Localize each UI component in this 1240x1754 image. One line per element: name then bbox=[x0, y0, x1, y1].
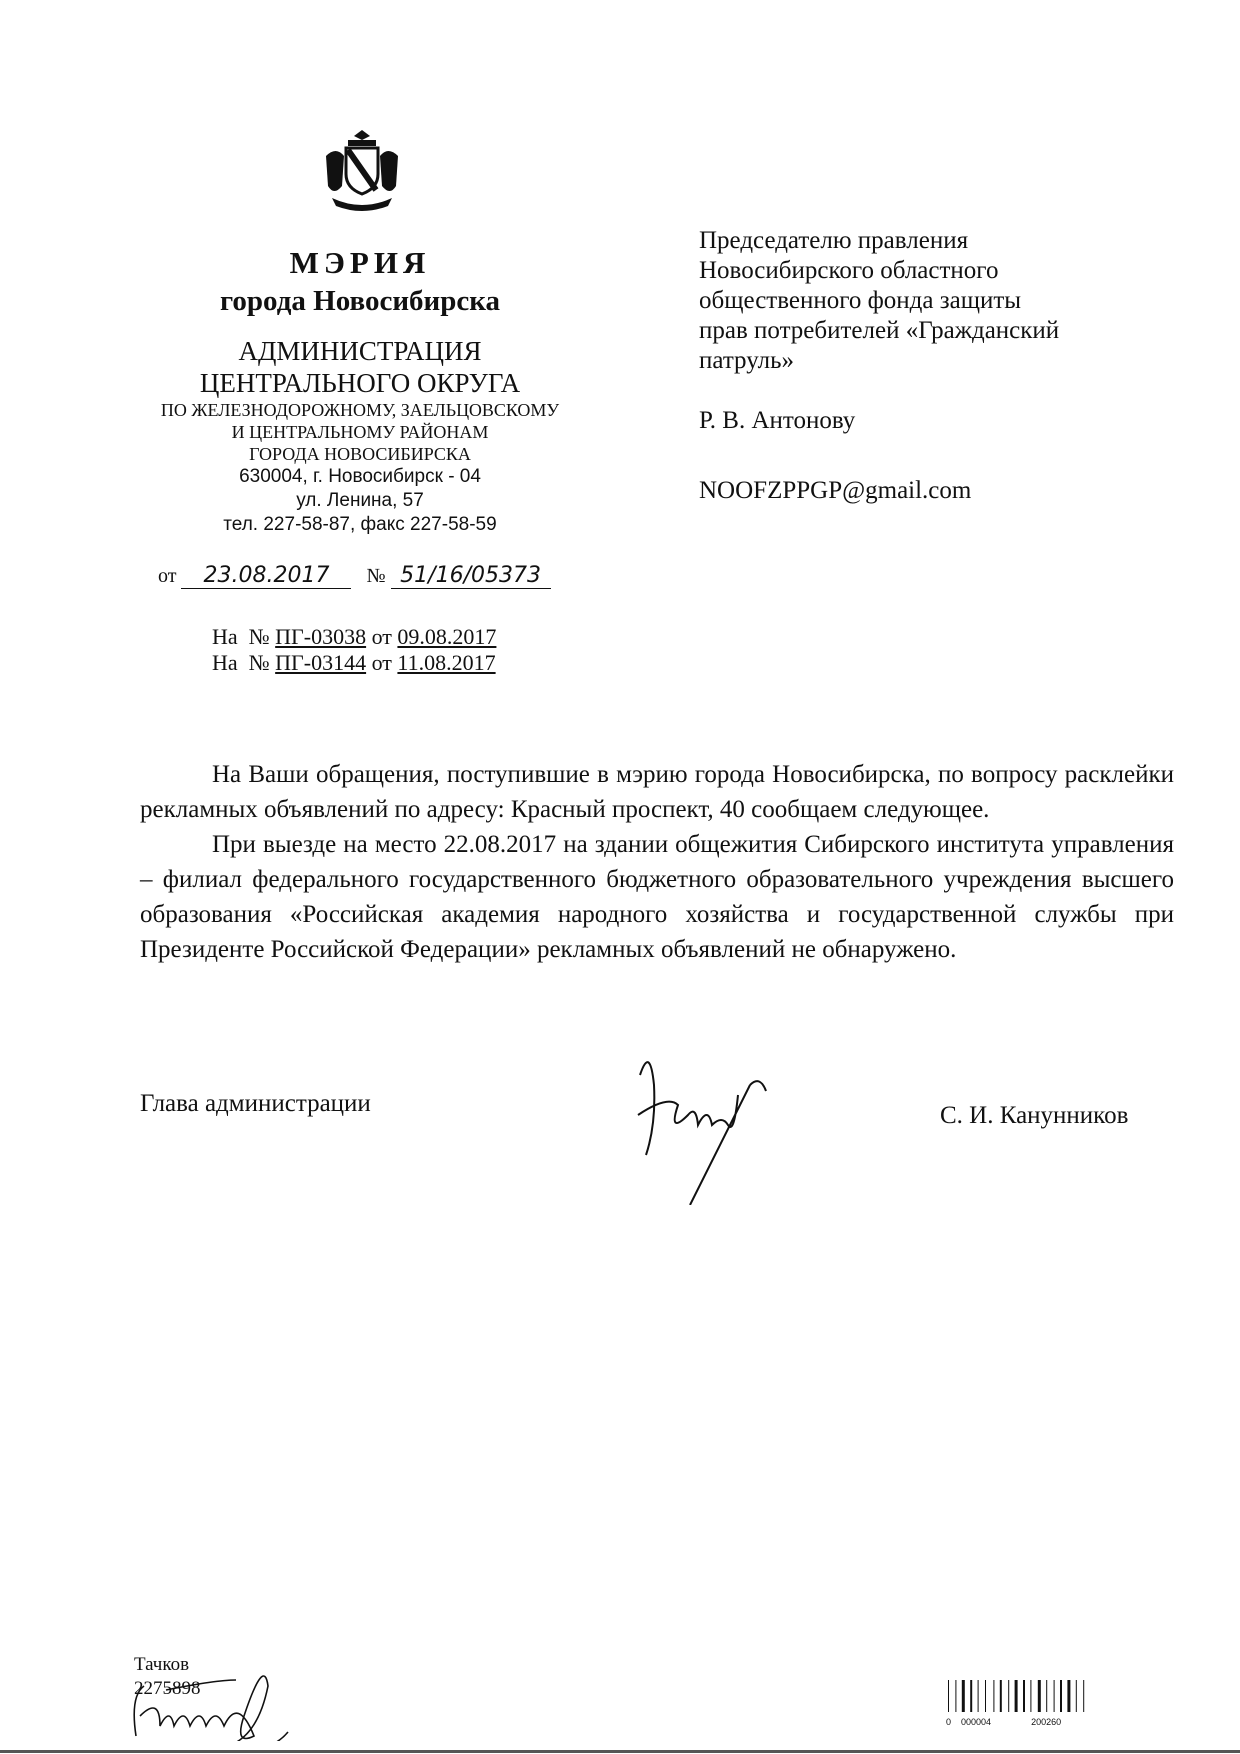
admin-line-2: ЦЕНТРАЛЬНОГО ОКРУГА bbox=[199, 368, 521, 398]
districts-line-3: ГОРОДА НОВОСИБИРСКА bbox=[249, 444, 471, 464]
barcode-bar bbox=[1030, 1680, 1031, 1712]
addressee-line: прав потребителей «Гражданский bbox=[699, 317, 1060, 344]
street-address: ул. Ленина, 57 bbox=[296, 490, 424, 511]
executor-name: Тачков bbox=[134, 1654, 190, 1675]
letter-body bbox=[140, 757, 1174, 967]
addressee-line: патруль» bbox=[699, 347, 795, 374]
sender-header bbox=[140, 245, 580, 537]
addressee-email: NOOFZPPGP@gmail.com bbox=[699, 477, 972, 504]
barcode bbox=[946, 1680, 1136, 1727]
barcode-bar bbox=[1015, 1680, 1018, 1712]
barcode-bar bbox=[1067, 1680, 1070, 1712]
barcode-bar bbox=[1046, 1680, 1047, 1712]
org-name: МЭРИЯ bbox=[289, 245, 431, 280]
barcode-bar bbox=[1038, 1680, 1041, 1712]
handwritten-signature bbox=[630, 1045, 810, 1205]
barcode-bar bbox=[993, 1680, 994, 1712]
addressee-block bbox=[699, 226, 1169, 506]
references bbox=[212, 624, 496, 676]
registration-number: 51/16/05373 bbox=[391, 563, 551, 589]
barcode-bar bbox=[962, 1680, 965, 1712]
coat-of-arms-icon bbox=[318, 126, 406, 216]
admin-line-1: АДМИНИСТРАЦИЯ bbox=[238, 336, 482, 366]
registration-line bbox=[158, 563, 551, 589]
executor-phone: 2275898 bbox=[134, 1678, 201, 1699]
barcode-bar bbox=[955, 1680, 956, 1712]
signatory-title: Глава администрации bbox=[140, 1090, 371, 1117]
barcode-bar bbox=[1076, 1680, 1077, 1712]
barcode-bar bbox=[1083, 1680, 1084, 1712]
barcode-bar bbox=[1000, 1680, 1002, 1712]
reference-item: На № ПГ-03144 от 11.08.2017 bbox=[212, 650, 496, 675]
addressee-name: Р. В. Антонову bbox=[699, 407, 856, 434]
scan-edge bbox=[0, 1750, 1240, 1753]
barcode-bar bbox=[1054, 1680, 1055, 1712]
barcode-digits: 200260 bbox=[1031, 1717, 1062, 1727]
from-label: от bbox=[158, 565, 177, 587]
barcode-bar bbox=[985, 1680, 986, 1712]
barcode-bar bbox=[978, 1680, 979, 1712]
barcode-bar bbox=[948, 1680, 949, 1712]
body-paragraph: При выезде на место 22.08.2017 на здании общежития Сибирского института управления – филиал федерального государственного бюджетного образовательного учреждения высшего образования «Российская академия народного хозяйства и государственной службы при Президенте Российской Федерации» рекламных объявлений не обнаружено. bbox=[140, 831, 1174, 963]
barcode-bar bbox=[1008, 1680, 1009, 1712]
registration-date: 23.08.2017 bbox=[181, 563, 351, 589]
barcode-bar bbox=[970, 1680, 972, 1712]
addressee-line: общественного фонда защиты bbox=[699, 287, 1022, 314]
body-paragraph: На Ваши обращения, поступившие в мэрию города Новосибирска, по вопросу расклейки рекламных объявлений по адресу: Красный проспект, 40 сообщаем следующее. bbox=[140, 761, 1174, 823]
reference-item: На № ПГ-03038 от 09.08.2017 bbox=[212, 624, 497, 649]
executor-signature bbox=[126, 1656, 326, 1741]
signatory-name: С. И. Канунников bbox=[940, 1102, 1129, 1129]
barcode-digits: 0 bbox=[946, 1717, 952, 1727]
addressee-line: Новосибирского областного bbox=[699, 257, 999, 284]
addressee-line: Председателю правления bbox=[699, 227, 969, 254]
postal-address: 630004, г. Новосибирск - 04 bbox=[239, 466, 481, 487]
number-label: № bbox=[366, 565, 386, 587]
barcode-bar bbox=[1060, 1680, 1062, 1712]
barcode-bars-icon bbox=[946, 1680, 1136, 1712]
barcode-digits: 000004 bbox=[961, 1717, 992, 1727]
org-city: города Новосибирска bbox=[219, 285, 501, 317]
districts-line-2: И ЦЕНТРАЛЬНОМУ РАЙОНАМ bbox=[231, 422, 489, 442]
phone-fax: тел. 227-58-87, факс 227-58-59 bbox=[223, 514, 497, 535]
barcode-bar bbox=[1023, 1680, 1025, 1712]
districts-line-1: ПО ЖЕЛЕЗНОДОРОЖНОМУ, ЗАЕЛЬЦОВСКОМУ bbox=[160, 400, 560, 420]
